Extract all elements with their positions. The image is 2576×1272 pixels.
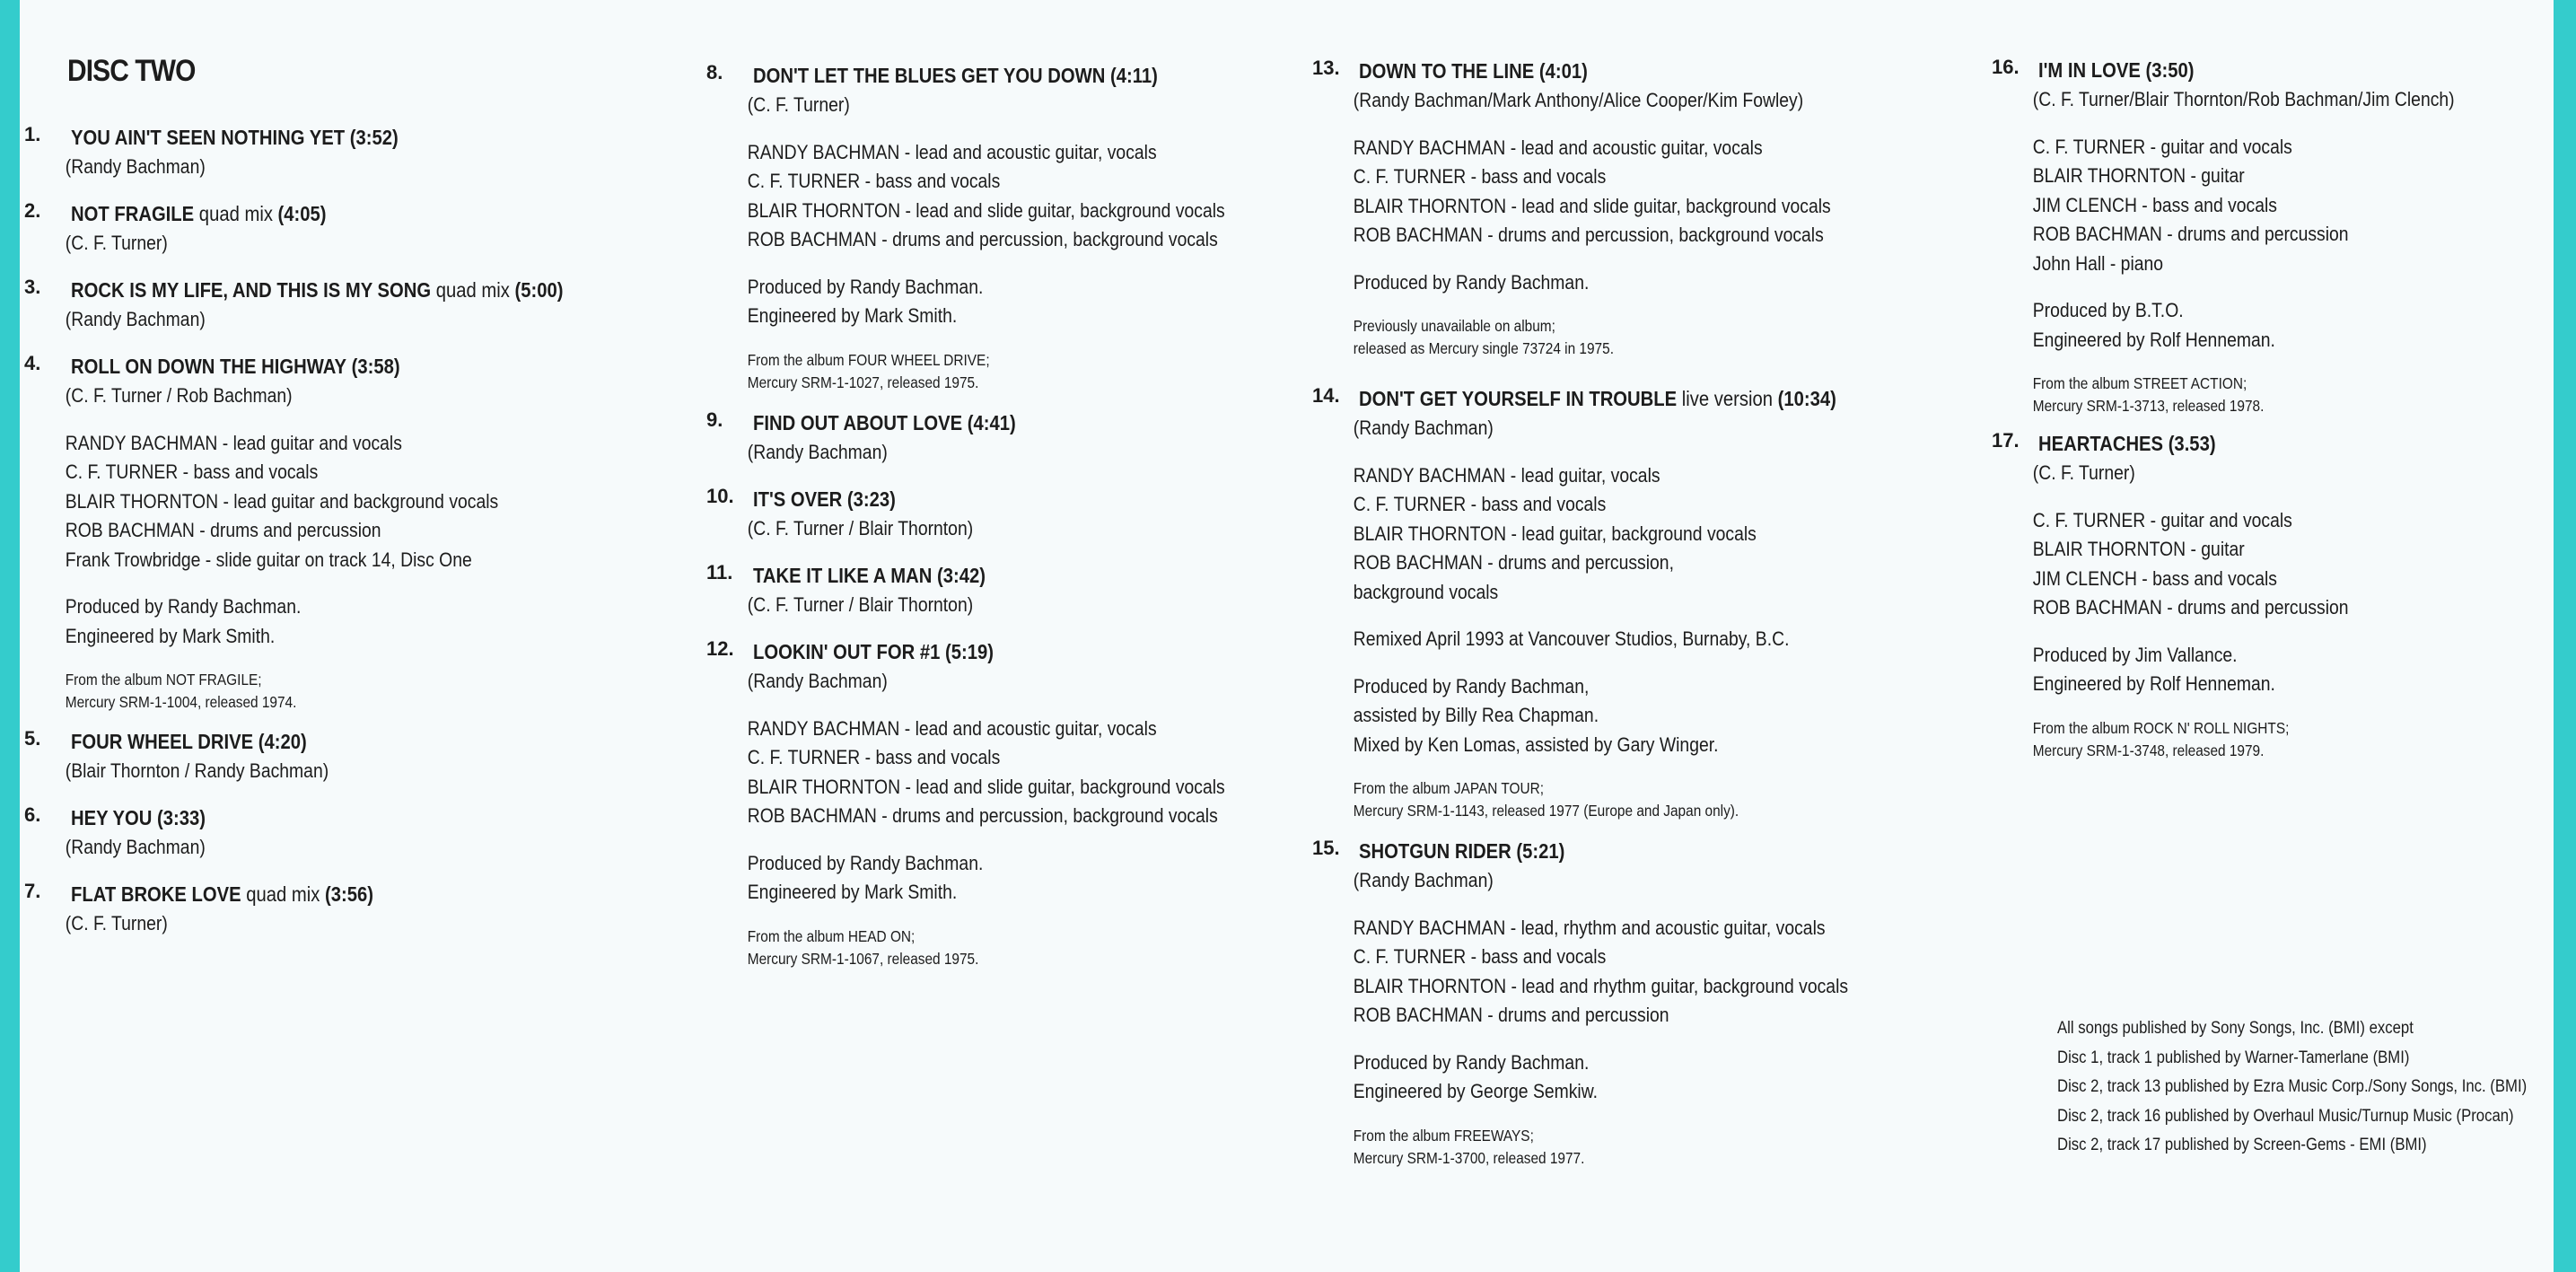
- track-number: 7.: [24, 880, 41, 902]
- album-source: From the album ROCK N' ROLL NIGHTS;: [2032, 718, 2290, 737]
- personnel-line: RANDY BACHMAN - lead and acoustic guitar, vocals: [747, 716, 1157, 740]
- track-writers: (C. F. Turner): [65, 912, 168, 934]
- track-number: 10.: [706, 485, 734, 507]
- track-writers: (C. F. Turner / Rob Bachman): [65, 384, 293, 407]
- spacer: [706, 331, 1295, 349]
- track-heading: [1992, 429, 2397, 459]
- personnel-line: John Hall - piano: [2032, 251, 2164, 275]
- track-number: 13.: [1312, 57, 1340, 79]
- production-credit: Produced by Randy Bachman.: [1353, 270, 1590, 294]
- track-entry: [706, 637, 1295, 970]
- spacer: [24, 411, 563, 429]
- track-duration: (4:20): [258, 730, 307, 753]
- track-number: 6.: [24, 803, 41, 826]
- personnel-line: BLAIR THORNTON - lead and slide guitar, background vocals: [747, 775, 1225, 798]
- track-duration: (10:34): [1777, 387, 1836, 410]
- personnel-line: RANDY BACHMAN - lead, rhythm and acoustic guitar, vocals: [1353, 916, 1826, 939]
- track-title: HEY YOU: [71, 806, 153, 829]
- track-writers: (C. F. Turner/Blair Thornton/Rob Bachman/Jim Clench): [2032, 88, 2455, 110]
- track-entry: [24, 352, 563, 714]
- spacer: [24, 651, 563, 669]
- track-title: IT'S OVER: [753, 487, 843, 511]
- production-credit: Produced by Randy Bachman.: [1353, 1050, 1590, 1074]
- personnel-line: RANDY BACHMAN - lead guitar and vocals: [65, 431, 402, 454]
- album-source: From the album STREET ACTION;: [2032, 374, 2247, 392]
- personnel-line: ROB BACHMAN - drums and percussion: [1353, 1004, 1669, 1026]
- production-credit: Produced by Randy Bachman,: [1353, 674, 1590, 697]
- track-writers: (Randy Bachman): [65, 155, 206, 178]
- track-duration: (3:23): [846, 487, 896, 511]
- track-heading: [706, 61, 1295, 91]
- track-title: NOT FRAGILE: [71, 202, 195, 225]
- personnel-line: BLAIR THORNTON - lead guitar, background vocals: [1353, 522, 1757, 545]
- spacer: [706, 120, 1295, 138]
- track-entry: [706, 485, 1010, 544]
- track-duration: (5:19): [944, 640, 994, 663]
- personnel-line: C. F. TURNER - bass and vocals: [65, 461, 319, 483]
- track-writers: (C. F. Turner / Blair Thornton): [747, 517, 974, 540]
- track-heading: [24, 276, 564, 305]
- track-duration: (4:41): [967, 411, 1016, 434]
- spacer: [706, 255, 1295, 273]
- track-duration: (4:05): [277, 202, 327, 225]
- track-writers: (C. F. Turner / Blair Thornton): [747, 593, 974, 616]
- personnel-line: ROB BACHMAN - drums and percussion, background vocals: [747, 228, 1218, 250]
- spacer: [1992, 623, 2397, 641]
- production-credit: Mixed by Ken Lomas, assisted by Gary Winger.: [1353, 732, 1719, 756]
- spacer: [24, 575, 563, 592]
- personnel-line: C. F. TURNER - bass and vocals: [747, 170, 1001, 192]
- track-heading: [24, 803, 230, 833]
- track-title: FLAT BROKE LOVE: [71, 882, 241, 906]
- album-source: Previously unavailable on album;: [1353, 317, 1555, 335]
- track-title: ROLL ON DOWN THE HIGHWAY: [71, 355, 346, 378]
- track-title: I'M IN LOVE: [2038, 58, 2141, 82]
- track-duration: (3.53): [2168, 432, 2216, 455]
- track-title: FIND OUT ABOUT LOVE: [753, 411, 963, 434]
- mix-note: quad mix: [246, 882, 320, 906]
- track-number: 12.: [706, 637, 734, 660]
- track-title-line: [753, 61, 1158, 91]
- track-heading: [24, 727, 370, 757]
- track-title: SHOTGUN RIDER: [1359, 839, 1511, 863]
- spacer: [1312, 250, 1901, 268]
- track-title-line: [753, 408, 1016, 438]
- personnel-line: C. F. TURNER - guitar and vocals: [2032, 135, 2292, 158]
- personnel-line: C. F. TURNER - bass and vocals: [1353, 945, 1607, 968]
- spacer: [1312, 116, 1901, 134]
- spacer: [1312, 654, 1854, 672]
- album-source: Mercury SRM-1-1067, released 1975.: [747, 949, 979, 968]
- track-writers: (Randy Bachman): [1353, 417, 1494, 439]
- track-heading: [1312, 384, 1854, 414]
- track-heading: [1312, 837, 1921, 866]
- production-credit: Engineered by Rolf Henneman.: [2032, 672, 2275, 695]
- production-credit: Engineered by George Semkiw.: [1353, 1080, 1599, 1102]
- track-title-line: [1359, 57, 1588, 86]
- track-number: 8.: [706, 61, 723, 83]
- track-heading: [24, 880, 374, 909]
- track-entry: [24, 803, 230, 863]
- personnel-line: BLAIR THORNTON - lead and rhythm guitar, background vocals: [1353, 974, 1849, 997]
- track-heading: [706, 561, 1010, 591]
- mix-note: live version: [1681, 387, 1774, 410]
- album-source: Mercury SRM-1-3700, released 1977.: [1353, 1148, 1585, 1167]
- track-title-line: [71, 727, 307, 757]
- track-title: DON'T GET YOURSELF IN TROUBLE: [1359, 387, 1678, 410]
- album-source: From the album JAPAN TOUR;: [1353, 779, 1545, 797]
- personnel-line: C. F. TURNER - bass and vocals: [747, 746, 1001, 768]
- track-number: 14.: [1312, 384, 1340, 407]
- track-duration: (3:42): [937, 564, 986, 587]
- track-entry: [24, 727, 370, 786]
- track-title-line: [2038, 429, 2216, 459]
- track-entry: [24, 199, 327, 259]
- production-credit: Produced by Jim Vallance.: [2032, 643, 2238, 666]
- production-credit: Produced by Randy Bachman.: [65, 595, 302, 618]
- track-title: DON'T LET THE BLUES GET YOU DOWN: [753, 64, 1106, 87]
- track-number: 5.: [24, 727, 41, 750]
- album-source: Mercury SRM-1-1027, released 1975.: [747, 373, 979, 391]
- track-title-line: [1359, 384, 1836, 414]
- personnel-line: BLAIR THORNTON - guitar: [2032, 538, 2245, 560]
- production-credit: Produced by B.T.O.: [2032, 299, 2184, 321]
- track-duration: (3:52): [349, 126, 399, 149]
- track-title-line: [753, 485, 896, 514]
- track-entry: [1992, 429, 2397, 762]
- track-title-line: [71, 803, 206, 833]
- track-number: 16.: [1992, 56, 2020, 78]
- production-credit: Engineered by Mark Smith.: [65, 624, 276, 647]
- personnel-line: BLAIR THORNTON - lead and slide guitar, background vocals: [747, 198, 1225, 222]
- track-heading: [706, 408, 1016, 438]
- personnel-line: ROB BACHMAN - drums and percussion: [65, 519, 381, 541]
- album-source: Mercury SRM-1-3713, released 1978.: [2032, 397, 2265, 415]
- track-title-line: [71, 880, 373, 909]
- track-title: TAKE IT LIKE A MAN: [753, 564, 933, 587]
- track-title: YOU AIN'T SEEN NOTHING YET: [71, 126, 346, 149]
- track-title-line: [71, 123, 399, 153]
- publishing-line: All songs published by Sony Songs, Inc. (BMI) except: [2057, 1019, 2414, 1038]
- track-number: 2.: [24, 199, 41, 222]
- personnel-line: BLAIR THORNTON - lead and slide guitar, background vocals: [1353, 194, 1831, 217]
- spacer: [1992, 278, 2518, 296]
- production-credit: Produced by Randy Bachman.: [747, 275, 984, 298]
- track-duration: (3:33): [157, 806, 206, 829]
- production-credit: assisted by Billy Rea Chapman.: [1353, 704, 1599, 726]
- track-title-line: [753, 637, 994, 667]
- track-duration: (3:50): [2145, 58, 2195, 82]
- spacer: [706, 697, 1295, 715]
- publishing-line: Disc 2, track 13 published by Ezra Music Corp./Sony Songs, Inc. (BMI): [2057, 1077, 2528, 1096]
- personnel-line: C. F. TURNER - guitar and vocals: [2032, 508, 2292, 531]
- production-credit: Engineered by Mark Smith.: [747, 304, 958, 327]
- personnel-line: RANDY BACHMAN - lead guitar, vocals: [1353, 463, 1660, 487]
- personnel-line: RANDY BACHMAN - lead and acoustic guitar, vocals: [747, 140, 1157, 163]
- personnel-line: ROB BACHMAN - drums and percussion: [2032, 596, 2349, 618]
- spacer: [1992, 488, 2397, 506]
- track-entry: [706, 408, 1016, 468]
- track-title: LOOKIN' OUT FOR #1: [753, 640, 941, 663]
- track-heading: [1312, 57, 1901, 86]
- track-heading: [24, 123, 399, 153]
- track-writers: (C. F. Turner): [747, 93, 850, 116]
- album-source: Mercury SRM-1-3748, released 1979.: [2032, 741, 2265, 759]
- track-duration: (4:11): [1110, 64, 1158, 87]
- mix-note: quad mix: [435, 278, 510, 302]
- personnel-line: ROB BACHMAN - drums and percussion, background vocals: [1353, 224, 1824, 246]
- track-title-line: [71, 276, 563, 305]
- track-duration: (5:00): [514, 278, 564, 302]
- track-title: DOWN TO THE LINE: [1359, 59, 1535, 83]
- track-writers: (Randy Bachman): [65, 836, 206, 858]
- track-heading: [706, 637, 1295, 667]
- track-title-line: [71, 199, 327, 229]
- track-duration: (5:21): [1516, 839, 1565, 863]
- track-writers: (Randy Bachman/Mark Anthony/Alice Cooper/Kim Fowley): [1353, 89, 1804, 111]
- track-writers: (C. F. Turner): [2032, 461, 2135, 484]
- track-title: ROCK IS MY LIFE, AND THIS IS MY SONG: [71, 278, 432, 302]
- album-source: From the album FREEWAYS;: [1353, 1126, 1534, 1145]
- spacer: [1312, 1031, 1921, 1048]
- track-number: 15.: [1312, 837, 1340, 859]
- personnel-line: BLAIR THORNTON - guitar: [2032, 164, 2245, 187]
- spacer: [1992, 355, 2518, 373]
- track-heading: [706, 485, 1010, 514]
- track-writers: (Randy Bachman): [65, 308, 206, 330]
- track-heading: [24, 352, 563, 382]
- spacer: [1312, 297, 1901, 315]
- track-heading: [1992, 56, 2518, 85]
- track-entry: [1312, 837, 1921, 1170]
- track-entry: [706, 561, 1010, 620]
- album-source: From the album FOUR WHEEL DRIVE;: [747, 350, 990, 369]
- track-writers: (Randy Bachman): [747, 670, 888, 692]
- track-title-line: [753, 561, 986, 591]
- production-credit: Engineered by Mark Smith.: [747, 881, 958, 903]
- track-title-line: [1359, 837, 1564, 866]
- personnel-line: BLAIR THORNTON - lead guitar and background vocals: [65, 489, 499, 513]
- track-entry: [24, 276, 564, 335]
- publishing-line: Disc 1, track 1 published by Warner-Tamerlane (BMI): [2057, 1048, 2410, 1067]
- spacer: [1312, 443, 1854, 461]
- track-number: 17.: [1992, 429, 2020, 452]
- spacer: [706, 908, 1295, 925]
- spacer: [1312, 759, 1854, 777]
- album-source: From the album NOT FRAGILE;: [65, 671, 262, 689]
- track-number: 9.: [706, 408, 723, 431]
- remix-note: Remixed April 1993 at Vancouver Studios, Burnaby, B.C.: [1353, 627, 1790, 650]
- track-title: HEARTACHES: [2038, 432, 2164, 455]
- spacer: [1312, 1107, 1921, 1125]
- publishing-notes: [2057, 1014, 2527, 1161]
- track-number: 1.: [24, 123, 41, 145]
- personnel-line: background vocals: [1353, 580, 1499, 603]
- disc-title: DISC TWO: [67, 54, 196, 88]
- spacer: [706, 831, 1295, 849]
- production-credit: Engineered by Rolf Henneman.: [2032, 328, 2275, 351]
- personnel-line: ROB BACHMAN - drums and percussion,: [1353, 551, 1674, 574]
- personnel-line: C. F. TURNER - bass and vocals: [1353, 165, 1607, 188]
- album-source: released as Mercury single 73724 in 1975.: [1353, 339, 1614, 357]
- track-number: 11.: [706, 561, 733, 583]
- liner-notes-page: [20, 0, 2554, 1272]
- track-title: FOUR WHEEL DRIVE: [71, 730, 254, 753]
- spacer: [1992, 115, 2518, 133]
- personnel-line: RANDY BACHMAN - lead and acoustic guitar, vocals: [1353, 136, 1763, 159]
- album-source: Mercury SRM-1-1143, released 1977 (Europe and Japan only).: [1353, 802, 1739, 820]
- album-source: From the album HEAD ON;: [747, 926, 916, 945]
- track-number: 3.: [24, 276, 41, 298]
- track-writers: (C. F. Turner): [65, 232, 168, 254]
- track-duration: (3:56): [325, 882, 374, 906]
- track-entry: [1992, 56, 2518, 417]
- personnel-line: JIM CLENCH - bass and vocals: [2032, 193, 2277, 216]
- track-writers: (Blair Thornton / Randy Bachman): [65, 759, 329, 782]
- personnel-line: ROB BACHMAN - drums and percussion: [2032, 223, 2349, 245]
- personnel-line: C. F. TURNER - bass and vocals: [1353, 493, 1607, 515]
- personnel-line: ROB BACHMAN - drums and percussion, background vocals: [747, 804, 1218, 827]
- personnel-line: JIM CLENCH - bass and vocals: [2032, 566, 2277, 590]
- track-entry: [706, 61, 1295, 394]
- track-duration: (3:58): [351, 355, 400, 378]
- publishing-line: Disc 2, track 16 published by Overhaul Music/Turnup Music (Procan): [2057, 1106, 2514, 1126]
- production-credit: Produced by Randy Bachman.: [747, 851, 984, 874]
- personnel-line: Frank Trowbridge - slide guitar on track 14, Disc One: [65, 548, 472, 571]
- track-writers: (Randy Bachman): [1353, 869, 1494, 891]
- mix-note: quad mix: [198, 202, 273, 225]
- track-number: 4.: [24, 352, 41, 374]
- spacer: [1312, 896, 1921, 914]
- track-writers: (Randy Bachman): [747, 441, 888, 463]
- album-source: Mercury SRM-1-1004, released 1974.: [65, 693, 297, 711]
- track-title-line: [2038, 56, 2195, 85]
- track-entry: [1312, 57, 1901, 360]
- track-duration: (4:01): [1538, 59, 1588, 83]
- spacer: [1992, 699, 2397, 717]
- track-heading: [24, 199, 327, 229]
- track-entry: [1312, 384, 1854, 822]
- track-entry: [24, 880, 374, 939]
- publishing-line: Disc 2, track 17 published by Screen-Gems - EMI (BMI): [2057, 1136, 2427, 1154]
- spacer: [1312, 607, 1854, 625]
- track-entry: [24, 123, 399, 182]
- track-title-line: [71, 352, 400, 382]
